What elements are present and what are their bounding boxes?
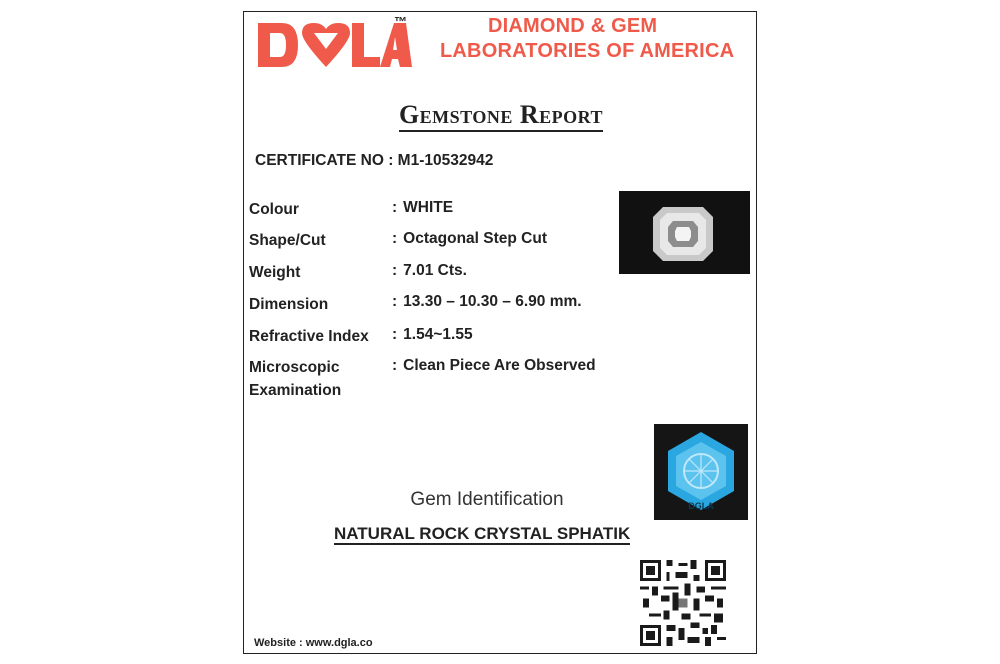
detail-label-refractive-index: Refractive Index — [249, 328, 369, 345]
detail-value-shape: : Octagonal Step Cut — [392, 230, 547, 247]
detail-label-microscopic: Microscopic — [249, 359, 340, 376]
dgla-logo — [256, 17, 412, 73]
detail-label-shape: Shape/Cut — [249, 232, 326, 249]
certificate-row: CERTIFICATE NO : M1-10532942 — [255, 152, 494, 169]
detail-label-examination: Examination — [249, 382, 342, 399]
detail-label-weight: Weight — [249, 264, 301, 281]
gem-identification-heading: Gem Identification — [410, 489, 564, 510]
qr-code[interactable] — [640, 560, 726, 646]
lab-name-line1: DIAMOND & GEM — [488, 15, 658, 37]
detail-label-colour: Colour — [249, 201, 299, 218]
certificate-number: M1-10532942 — [397, 152, 494, 169]
certificate-label: CERTIFICATE NO — [255, 152, 384, 169]
gemstone-report-card — [243, 11, 757, 654]
detail-label-dimension: Dimension — [249, 296, 329, 313]
detail-value-weight: : 7.01 Cts. — [392, 262, 467, 279]
detail-value-dimension: : 13.30 – 10.30 – 6.90 mm. — [392, 293, 582, 310]
trademark-symbol: ™ — [394, 14, 407, 29]
website-label: Website : www.dgla.co — [254, 637, 373, 649]
svg-text:DGLA: DGLA — [688, 501, 714, 511]
detail-value-colour: : WHITE — [392, 199, 454, 216]
gem-identification-result: NATURAL ROCK CRYSTAL SPHATIK — [334, 524, 631, 543]
gemstone-photo — [619, 191, 750, 274]
detail-value-refractive-index: : 1.54~1.55 — [392, 326, 473, 343]
report-title: Gemstone Report — [244, 100, 758, 130]
detail-value-microscopic: : Clean Piece Are Observed — [392, 357, 596, 374]
lab-name-line2: LABORATORIES OF AMERICA — [440, 40, 735, 62]
